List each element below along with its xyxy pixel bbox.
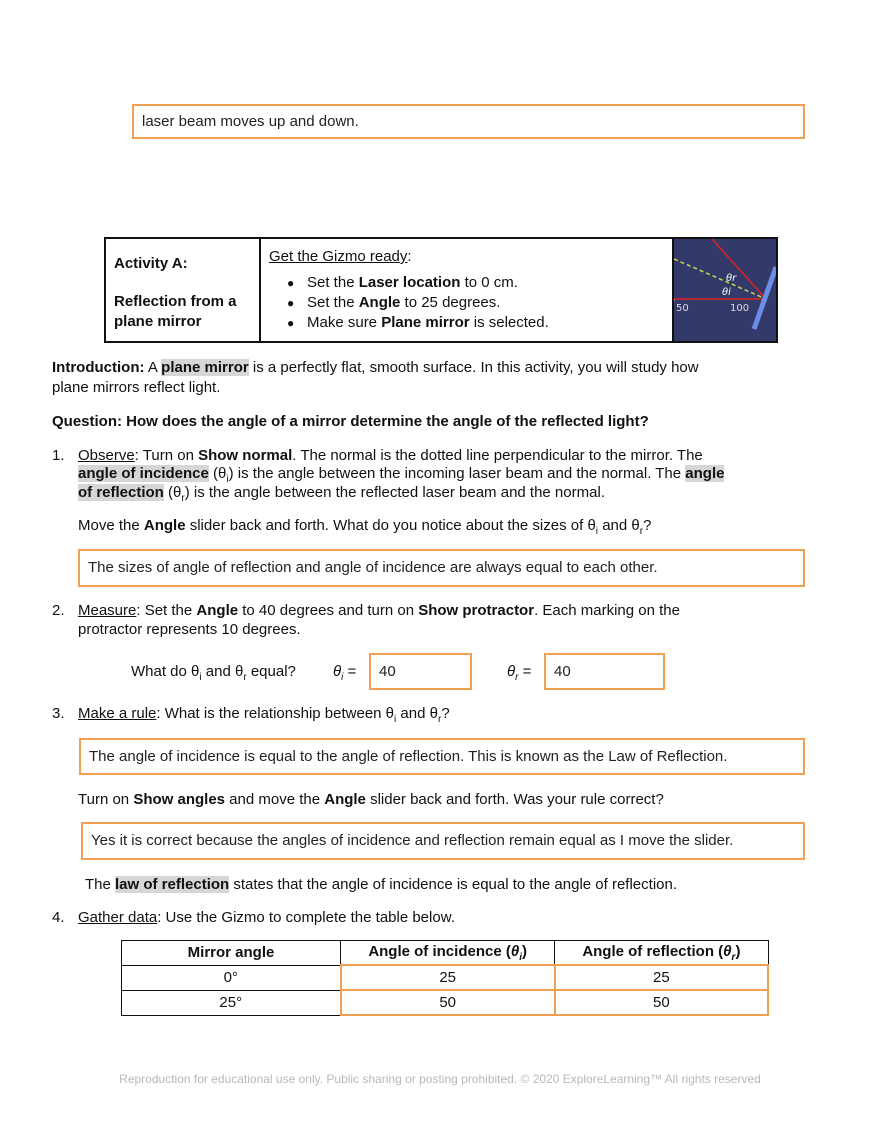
theta-i-label: θi [722, 287, 731, 298]
gizmo-ready-cell: Get the Gizmo ready: ● Set the Laser location to 0 cm. ● Set the Angle to 25 degrees. ● Make sure Plane mirror is selected. [261, 239, 672, 341]
theta-i-input[interactable]: 40 [369, 653, 472, 690]
gizmo-ready-list [269, 273, 664, 333]
col-angle-reflection: Angle of reflection $(\theta_r)$ [555, 941, 768, 966]
activity-title-cell [106, 239, 261, 341]
q1-prompt: Move the Angle slider back and forth. What do you notice about the sizes of $\theta_i$ and $\theta_r$? [78, 517, 652, 537]
q1-answer-box[interactable] [78, 549, 805, 587]
q2-number: 2. [52, 602, 65, 619]
law-of-reflection-term: law of reflection [115, 876, 230, 893]
theta-r-input[interactable]: 40 [544, 653, 665, 690]
theta-r-label: θr [726, 273, 737, 284]
q2-line-1: Measure: Set the Angle to 40 degrees and turn on Show protractor. Each marking on the [78, 602, 680, 619]
top-answer-box[interactable] [132, 104, 805, 139]
q3-answer-box[interactable] [79, 738, 805, 775]
list-item: ● Set the Angle to 25 degrees. [307, 293, 664, 313]
cell-incidence[interactable]: 25 [341, 965, 555, 990]
q1-line-1: Observe: Turn on Show normal. The normal is the dotted line perpendicular to the mirror. The [78, 447, 703, 464]
activity-header [104, 237, 778, 343]
col-angle-incidence: Angle of incidence $(\theta_i)$ [341, 941, 555, 966]
list-item: ● Set the Laser location to 0 cm. [307, 273, 664, 293]
intro-line-2: plane mirrors reflect light. [52, 379, 221, 396]
q3-prompt: Turn on Show angles and move the Angle slider back and forth. Was your rule correct? [78, 791, 664, 808]
data-table [121, 940, 769, 1016]
footer-copyright: Reproduction for educational use only. Public sharing or posting prohibited. © 2020 ExploreLearning™ All rights reserved [119, 1072, 761, 1086]
q1-line-3: of reflection $(\theta_r)$ is the angle between the reflected laser beam and the normal. [78, 484, 605, 504]
main-question: Question: How does the angle of a mirror determine the angle of the reflected light? [52, 413, 649, 430]
activity-title: Activity A: [114, 255, 188, 272]
q4-line-1: Gather data: Use the Gizmo to complete the table below. [78, 909, 455, 926]
cell-incidence[interactable]: 50 [341, 990, 555, 1015]
col-mirror-angle: Mirror angle [122, 941, 341, 966]
q1-line-2: angle of incidence $(\theta_i)$ is the angle between the incoming laser beam and the normal. The angle [78, 465, 725, 485]
gizmo-thumbnail-image [674, 239, 776, 341]
theta-r-label: $\theta_r$ = [507, 663, 532, 683]
q2-ask: What do $\theta_i$ and $\theta_r$ equal? [131, 663, 296, 683]
tick-50: 50 [676, 303, 689, 314]
q3-number: 3. [52, 705, 65, 722]
q3-rule-answer-box[interactable] [81, 822, 805, 860]
q1-answer-text: The sizes of angle of reflection and angle of incidence are always equal to each other. [88, 559, 658, 577]
gizmo-thumbnail [672, 239, 776, 341]
table-row [122, 965, 769, 990]
tick-100: 100 [730, 303, 750, 314]
intro-line-1: Introduction: A plane mirror is a perfectly flat, smooth surface. In this activity, you will study how [52, 359, 699, 376]
list-item: ● Make sure Plane mirror is selected. [307, 313, 664, 333]
law-of-reflection-statement: The law of reflection states that the angle of incidence is equal to the angle of reflection. [85, 876, 677, 893]
cell-mirror: 25° [122, 990, 341, 1015]
gizmo-ready-label: Get the Gizmo ready [269, 248, 408, 265]
cell-mirror: 0° [122, 965, 341, 990]
cell-reflection[interactable]: 25 [555, 965, 768, 990]
cell-reflection[interactable]: 50 [555, 990, 768, 1015]
q3-answer-text: The angle of incidence is equal to the angle of reflection. This is known as the Law of Reflection. [89, 747, 728, 765]
activity-subtitle: Reflection from a plane mirror [114, 293, 237, 330]
q2-line-2: protractor represents 10 degrees. [78, 621, 301, 638]
q3-line-1: Make a rule: What is the relationship between $\theta_i$ and $\theta_r$? [78, 705, 450, 725]
table-header-row [122, 941, 769, 966]
q3-rule-answer-text: Yes it is correct because the angles of incidence and reflection remain equal as I move the slider. [91, 832, 734, 850]
q4-number: 4. [52, 909, 65, 926]
top-answer-text: laser beam moves up and down. [142, 112, 359, 130]
table-row [122, 990, 769, 1015]
plane-mirror-term: plane mirror [161, 359, 249, 376]
theta-i-label: $\theta_i$ = [333, 663, 357, 683]
q1-number: 1. [52, 447, 65, 464]
